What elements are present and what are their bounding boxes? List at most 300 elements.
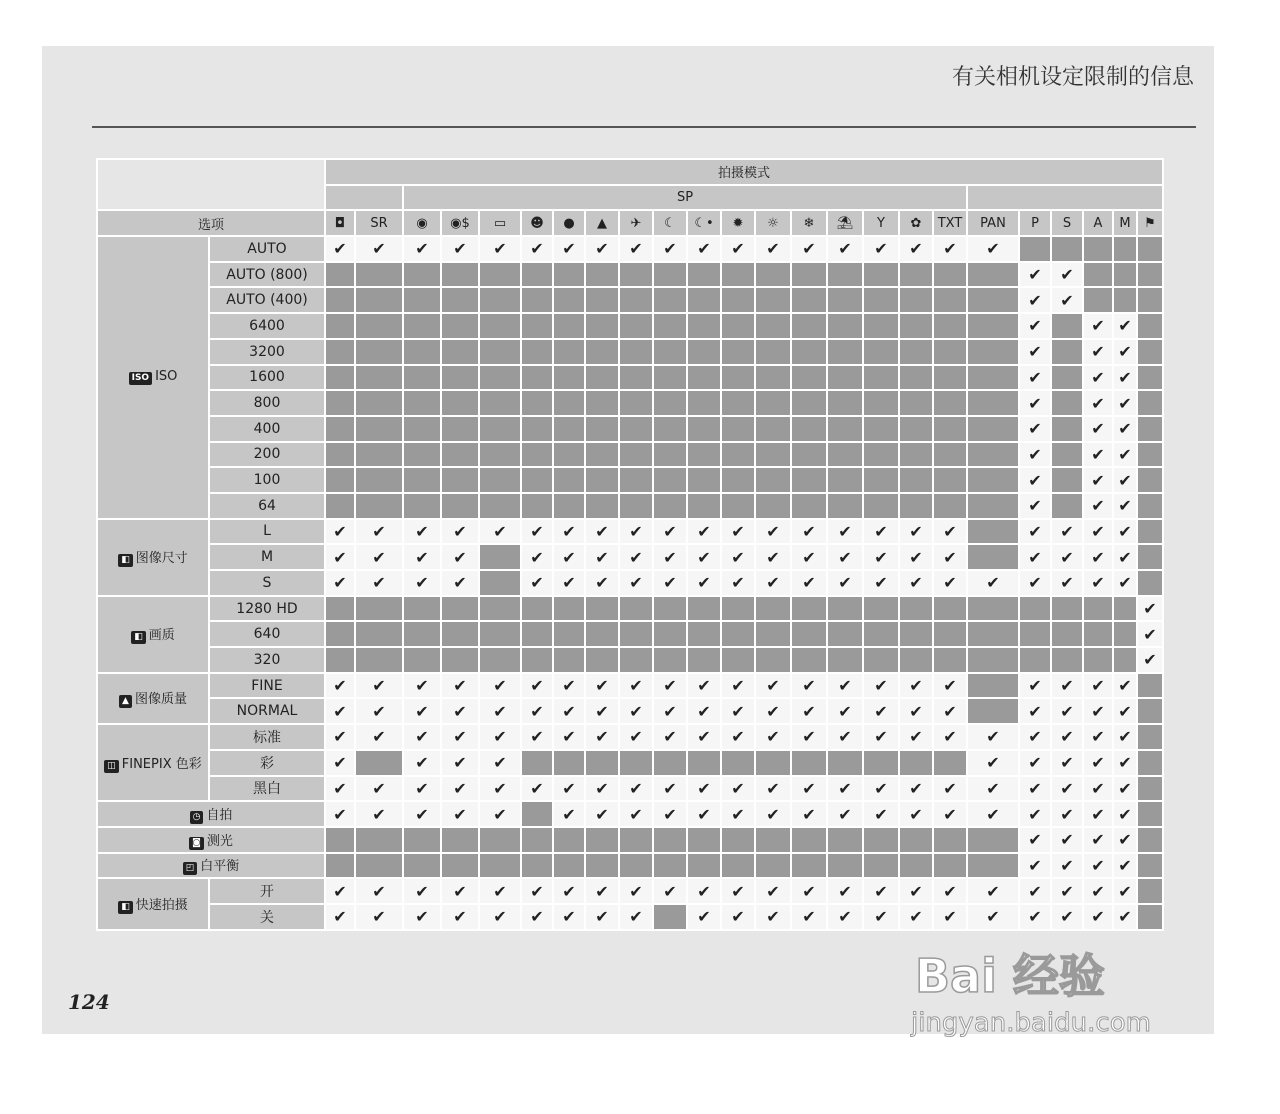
unavailable-cell xyxy=(441,493,479,519)
check-mark: ✔ xyxy=(1083,544,1113,570)
check-mark: ✔ xyxy=(441,236,479,262)
check-mark: ✔ xyxy=(1051,878,1083,904)
check-mark: ✔ xyxy=(791,236,827,262)
check-mark: ✔ xyxy=(721,801,755,827)
unavailable-cell xyxy=(1083,621,1113,647)
unavailable-cell xyxy=(355,390,403,416)
check-mark: ✔ xyxy=(687,236,721,262)
check-mark: ✔ xyxy=(791,801,827,827)
unavailable-cell xyxy=(619,853,653,879)
setting-metering-icon: ◙ xyxy=(189,837,204,850)
unavailable-cell xyxy=(521,416,553,442)
unavailable-cell xyxy=(441,262,479,288)
check-mark: ✔ xyxy=(403,673,441,699)
check-mark: ✔ xyxy=(827,570,863,596)
unavailable-cell xyxy=(721,287,755,313)
unavailable-cell xyxy=(479,287,521,313)
unavailable-cell xyxy=(1113,647,1137,673)
check-mark: ✔ xyxy=(863,519,899,545)
unavailable-cell xyxy=(1137,827,1163,853)
check-mark: ✔ xyxy=(653,519,687,545)
unavailable-cell xyxy=(585,442,619,468)
table-row xyxy=(97,442,1163,468)
option-label: 3200 xyxy=(209,339,325,365)
unavailable-cell xyxy=(755,287,791,313)
check-mark: ✔ xyxy=(403,904,441,930)
unavailable-cell xyxy=(619,827,653,853)
check-mark: ✔ xyxy=(1113,519,1137,545)
check-mark: ✔ xyxy=(899,776,933,802)
unavailable-cell xyxy=(863,416,899,442)
check-mark: ✔ xyxy=(1113,467,1137,493)
unavailable-cell xyxy=(1137,698,1163,724)
check-mark: ✔ xyxy=(827,544,863,570)
unavailable-cell xyxy=(479,493,521,519)
unavailable-cell xyxy=(791,853,827,879)
unavailable-cell xyxy=(687,390,721,416)
unavailable-cell xyxy=(721,827,755,853)
check-mark: ✔ xyxy=(967,801,1019,827)
option-label: 彩 xyxy=(209,750,325,776)
check-mark: ✔ xyxy=(441,698,479,724)
check-mark: ✔ xyxy=(1051,827,1083,853)
unavailable-cell xyxy=(1083,262,1113,288)
unavailable-cell xyxy=(403,467,441,493)
unavailable-cell xyxy=(967,673,1019,699)
unavailable-cell xyxy=(899,493,933,519)
unavailable-cell xyxy=(479,390,521,416)
check-mark: ✔ xyxy=(619,570,653,596)
table-row xyxy=(97,339,1163,365)
check-mark: ✔ xyxy=(653,544,687,570)
unavailable-cell xyxy=(721,596,755,622)
check-mark: ✔ xyxy=(1019,853,1051,879)
unavailable-cell xyxy=(585,750,619,776)
check-mark: ✔ xyxy=(653,236,687,262)
unavailable-cell xyxy=(899,827,933,853)
unavailable-cell xyxy=(553,442,585,468)
unavailable-cell xyxy=(355,647,403,673)
unavailable-cell xyxy=(441,365,479,391)
check-mark: ✔ xyxy=(585,698,619,724)
check-mark: ✔ xyxy=(403,878,441,904)
check-mark: ✔ xyxy=(687,519,721,545)
check-mark: ✔ xyxy=(479,904,521,930)
unavailable-cell xyxy=(441,827,479,853)
unavailable-cell xyxy=(553,313,585,339)
check-mark: ✔ xyxy=(1051,904,1083,930)
check-mark: ✔ xyxy=(653,776,687,802)
check-mark: ✔ xyxy=(479,519,521,545)
unavailable-cell xyxy=(653,442,687,468)
table-row xyxy=(97,878,1163,904)
setting-image-size xyxy=(97,519,209,596)
unavailable-cell xyxy=(721,750,755,776)
unavailable-cell xyxy=(325,390,355,416)
unavailable-cell xyxy=(827,416,863,442)
check-mark: ✔ xyxy=(653,673,687,699)
table-row xyxy=(97,287,1163,313)
check-mark: ✔ xyxy=(933,698,967,724)
check-mark: ✔ xyxy=(967,724,1019,750)
unavailable-cell xyxy=(585,262,619,288)
unavailable-cell xyxy=(1137,544,1163,570)
unavailable-cell xyxy=(403,827,441,853)
unavailable-cell xyxy=(355,493,403,519)
setting-metering-label: 测光 xyxy=(206,833,233,849)
unavailable-cell xyxy=(1019,621,1051,647)
unavailable-cell xyxy=(721,390,755,416)
check-mark: ✔ xyxy=(521,673,553,699)
check-mark: ✔ xyxy=(1083,673,1113,699)
check-mark: ✔ xyxy=(403,544,441,570)
unavailable-cell xyxy=(791,621,827,647)
unavailable-cell xyxy=(791,596,827,622)
check-mark: ✔ xyxy=(585,776,619,802)
check-mark: ✔ xyxy=(403,724,441,750)
table-row xyxy=(97,570,1163,596)
unavailable-cell xyxy=(619,390,653,416)
unavailable-cell xyxy=(619,287,653,313)
check-mark: ✔ xyxy=(899,878,933,904)
unavailable-cell xyxy=(1137,776,1163,802)
setting-white-balance xyxy=(97,853,325,879)
setting-iso xyxy=(97,236,209,519)
check-mark: ✔ xyxy=(403,570,441,596)
unavailable-cell xyxy=(721,313,755,339)
unavailable-cell xyxy=(521,621,553,647)
unavailable-cell xyxy=(1051,236,1083,262)
setting-self-timer xyxy=(97,801,325,827)
check-mark: ✔ xyxy=(1083,313,1113,339)
check-mark: ✔ xyxy=(325,698,355,724)
unavailable-cell xyxy=(521,365,553,391)
check-mark: ✔ xyxy=(553,236,585,262)
check-mark: ✔ xyxy=(1019,287,1051,313)
mode-landscape-icon: ▲ xyxy=(585,210,619,236)
unavailable-cell xyxy=(791,339,827,365)
unavailable-cell xyxy=(553,621,585,647)
table-row xyxy=(97,390,1163,416)
unavailable-cell xyxy=(585,287,619,313)
check-mark: ✔ xyxy=(721,570,755,596)
unavailable-cell xyxy=(827,262,863,288)
check-mark: ✔ xyxy=(325,724,355,750)
check-mark: ✔ xyxy=(755,673,791,699)
table-row xyxy=(97,544,1163,570)
check-mark: ✔ xyxy=(325,878,355,904)
unavailable-cell xyxy=(403,493,441,519)
unavailable-cell xyxy=(619,493,653,519)
unavailable-cell xyxy=(933,287,967,313)
setting-finepix-color-label: FINEPIX 色彩 xyxy=(121,756,202,772)
unavailable-cell xyxy=(863,493,899,519)
check-mark: ✔ xyxy=(899,698,933,724)
unavailable-cell xyxy=(441,339,479,365)
mode-panorama-icon: PAN xyxy=(967,210,1019,236)
table-row xyxy=(97,493,1163,519)
unavailable-cell xyxy=(827,390,863,416)
unavailable-cell xyxy=(827,313,863,339)
check-mark: ✔ xyxy=(521,570,553,596)
check-mark: ✔ xyxy=(325,750,355,776)
unavailable-cell xyxy=(687,442,721,468)
check-mark: ✔ xyxy=(553,878,585,904)
check-mark: ✔ xyxy=(325,801,355,827)
unavailable-cell xyxy=(721,621,755,647)
option-label: S xyxy=(209,570,325,596)
unavailable-cell xyxy=(721,339,755,365)
check-mark: ✔ xyxy=(1113,827,1137,853)
setting-white-balance-icon: ◰ xyxy=(183,862,198,875)
unavailable-cell xyxy=(653,365,687,391)
unavailable-cell xyxy=(1113,236,1137,262)
unavailable-cell xyxy=(863,827,899,853)
unavailable-cell xyxy=(325,621,355,647)
table-row xyxy=(97,673,1163,699)
check-mark: ✔ xyxy=(863,544,899,570)
unavailable-cell xyxy=(755,262,791,288)
unavailable-cell xyxy=(619,750,653,776)
unavailable-cell xyxy=(863,365,899,391)
unavailable-cell xyxy=(863,313,899,339)
check-mark: ✔ xyxy=(967,750,1019,776)
check-mark: ✔ xyxy=(553,673,585,699)
unavailable-cell xyxy=(325,467,355,493)
check-mark: ✔ xyxy=(1113,365,1137,391)
unavailable-cell xyxy=(619,313,653,339)
table-row xyxy=(97,904,1163,930)
unavailable-cell xyxy=(553,827,585,853)
unavailable-cell xyxy=(1137,365,1163,391)
unavailable-cell xyxy=(441,287,479,313)
setting-quick-shoot xyxy=(97,878,209,929)
header-rule xyxy=(92,126,1196,128)
unavailable-cell xyxy=(355,467,403,493)
check-mark: ✔ xyxy=(1137,621,1163,647)
check-mark: ✔ xyxy=(967,904,1019,930)
check-mark: ✔ xyxy=(1051,544,1083,570)
unavailable-cell xyxy=(521,750,553,776)
check-mark: ✔ xyxy=(721,236,755,262)
option-label: L xyxy=(209,519,325,545)
unavailable-cell xyxy=(933,313,967,339)
check-mark: ✔ xyxy=(1113,801,1137,827)
unavailable-cell xyxy=(521,596,553,622)
unavailable-cell xyxy=(1137,467,1163,493)
unavailable-cell xyxy=(755,750,791,776)
unavailable-cell xyxy=(899,390,933,416)
table-row xyxy=(97,647,1163,673)
unavailable-cell xyxy=(827,442,863,468)
unavailable-cell xyxy=(553,339,585,365)
check-mark: ✔ xyxy=(479,801,521,827)
unavailable-cell xyxy=(899,442,933,468)
check-mark: ✔ xyxy=(553,519,585,545)
check-mark: ✔ xyxy=(755,698,791,724)
unavailable-cell xyxy=(441,596,479,622)
mode-night-tripod-icon: ☾• xyxy=(687,210,721,236)
table-row xyxy=(97,365,1163,391)
check-mark: ✔ xyxy=(827,519,863,545)
unavailable-cell xyxy=(441,390,479,416)
unavailable-cell xyxy=(967,827,1019,853)
check-mark: ✔ xyxy=(755,904,791,930)
check-mark: ✔ xyxy=(355,776,403,802)
setting-metering xyxy=(97,827,325,853)
unavailable-cell xyxy=(653,827,687,853)
unavailable-cell xyxy=(441,467,479,493)
setting-finepix-color-icon: ◫ xyxy=(104,760,119,773)
setting-movie-quality-label: 画质 xyxy=(148,628,175,644)
unavailable-cell xyxy=(791,365,827,391)
check-mark: ✔ xyxy=(325,236,355,262)
unavailable-cell xyxy=(967,853,1019,879)
unavailable-cell xyxy=(863,467,899,493)
check-mark: ✔ xyxy=(755,570,791,596)
header-blank xyxy=(97,159,325,210)
unavailable-cell xyxy=(653,621,687,647)
check-mark: ✔ xyxy=(791,673,827,699)
unavailable-cell xyxy=(899,339,933,365)
check-mark: ✔ xyxy=(1113,416,1137,442)
unavailable-cell xyxy=(1051,416,1083,442)
unavailable-cell xyxy=(1051,313,1083,339)
check-mark: ✔ xyxy=(1083,698,1113,724)
check-mark: ✔ xyxy=(791,904,827,930)
check-mark: ✔ xyxy=(1019,519,1051,545)
option-label: M xyxy=(209,544,325,570)
check-mark: ✔ xyxy=(899,236,933,262)
check-mark: ✔ xyxy=(933,801,967,827)
unavailable-cell xyxy=(355,313,403,339)
check-mark: ✔ xyxy=(933,724,967,750)
check-mark: ✔ xyxy=(1113,390,1137,416)
option-label: 黑白 xyxy=(209,776,325,802)
unavailable-cell xyxy=(1051,647,1083,673)
unavailable-cell xyxy=(1137,339,1163,365)
unavailable-cell xyxy=(1051,365,1083,391)
check-mark: ✔ xyxy=(355,570,403,596)
check-mark: ✔ xyxy=(863,878,899,904)
unavailable-cell xyxy=(441,442,479,468)
check-mark: ✔ xyxy=(653,878,687,904)
option-label: 64 xyxy=(209,493,325,519)
mode-movie-icon: ⚑ xyxy=(1137,210,1163,236)
mode-sr-auto-icon: SR xyxy=(355,210,403,236)
unavailable-cell xyxy=(967,647,1019,673)
check-mark: ✔ xyxy=(687,904,721,930)
unavailable-cell xyxy=(1113,262,1137,288)
unavailable-cell xyxy=(553,287,585,313)
unavailable-cell xyxy=(791,416,827,442)
check-mark: ✔ xyxy=(827,801,863,827)
unavailable-cell xyxy=(1137,750,1163,776)
unavailable-cell xyxy=(521,801,553,827)
unavailable-cell xyxy=(791,750,827,776)
check-mark: ✔ xyxy=(863,801,899,827)
check-mark: ✔ xyxy=(355,519,403,545)
option-label: 400 xyxy=(209,416,325,442)
unavailable-cell xyxy=(791,827,827,853)
unavailable-cell xyxy=(791,390,827,416)
check-mark: ✔ xyxy=(1113,493,1137,519)
unavailable-cell xyxy=(721,442,755,468)
unavailable-cell xyxy=(585,647,619,673)
unavailable-cell xyxy=(1137,262,1163,288)
unavailable-cell xyxy=(1051,467,1083,493)
unavailable-cell xyxy=(479,262,521,288)
unavailable-cell xyxy=(325,262,355,288)
unavailable-cell xyxy=(619,442,653,468)
check-mark: ✔ xyxy=(1113,776,1137,802)
unavailable-cell xyxy=(521,827,553,853)
check-mark: ✔ xyxy=(325,904,355,930)
unavailable-cell xyxy=(1137,570,1163,596)
check-mark: ✔ xyxy=(1019,442,1051,468)
unavailable-cell xyxy=(863,390,899,416)
unavailable-cell xyxy=(653,390,687,416)
unavailable-cell xyxy=(687,647,721,673)
unavailable-cell xyxy=(479,339,521,365)
unavailable-cell xyxy=(553,596,585,622)
unavailable-cell xyxy=(827,467,863,493)
unavailable-cell xyxy=(403,287,441,313)
unavailable-cell xyxy=(791,493,827,519)
check-mark: ✔ xyxy=(403,776,441,802)
check-mark: ✔ xyxy=(899,673,933,699)
check-mark: ✔ xyxy=(1019,313,1051,339)
unavailable-cell xyxy=(619,596,653,622)
unavailable-cell xyxy=(653,262,687,288)
check-mark: ✔ xyxy=(1019,878,1051,904)
table-row xyxy=(97,698,1163,724)
unavailable-cell xyxy=(827,621,863,647)
unavailable-cell xyxy=(1137,493,1163,519)
check-mark: ✔ xyxy=(933,544,967,570)
unavailable-cell xyxy=(479,313,521,339)
setting-quick-shoot-icon: ◧ xyxy=(118,901,133,914)
unavailable-cell xyxy=(1137,801,1163,827)
check-mark: ✔ xyxy=(1051,262,1083,288)
unavailable-cell xyxy=(863,339,899,365)
unavailable-cell xyxy=(1083,287,1113,313)
check-mark: ✔ xyxy=(441,519,479,545)
unavailable-cell xyxy=(521,493,553,519)
unavailable-cell xyxy=(585,365,619,391)
unavailable-cell xyxy=(721,365,755,391)
check-mark: ✔ xyxy=(355,698,403,724)
unavailable-cell xyxy=(479,416,521,442)
unavailable-cell xyxy=(687,339,721,365)
mode-party-icon: Y xyxy=(863,210,899,236)
option-label: 320 xyxy=(209,647,325,673)
unavailable-cell xyxy=(1137,904,1163,930)
check-mark: ✔ xyxy=(863,570,899,596)
unavailable-cell xyxy=(967,493,1019,519)
unavailable-cell xyxy=(653,853,687,879)
check-mark: ✔ xyxy=(441,544,479,570)
check-mark: ✔ xyxy=(899,904,933,930)
unavailable-cell xyxy=(967,698,1019,724)
unavailable-cell xyxy=(933,493,967,519)
unavailable-cell xyxy=(1137,673,1163,699)
unavailable-cell xyxy=(553,416,585,442)
unavailable-cell xyxy=(827,365,863,391)
unavailable-cell xyxy=(721,467,755,493)
unavailable-cell xyxy=(1019,647,1051,673)
unavailable-cell xyxy=(863,442,899,468)
